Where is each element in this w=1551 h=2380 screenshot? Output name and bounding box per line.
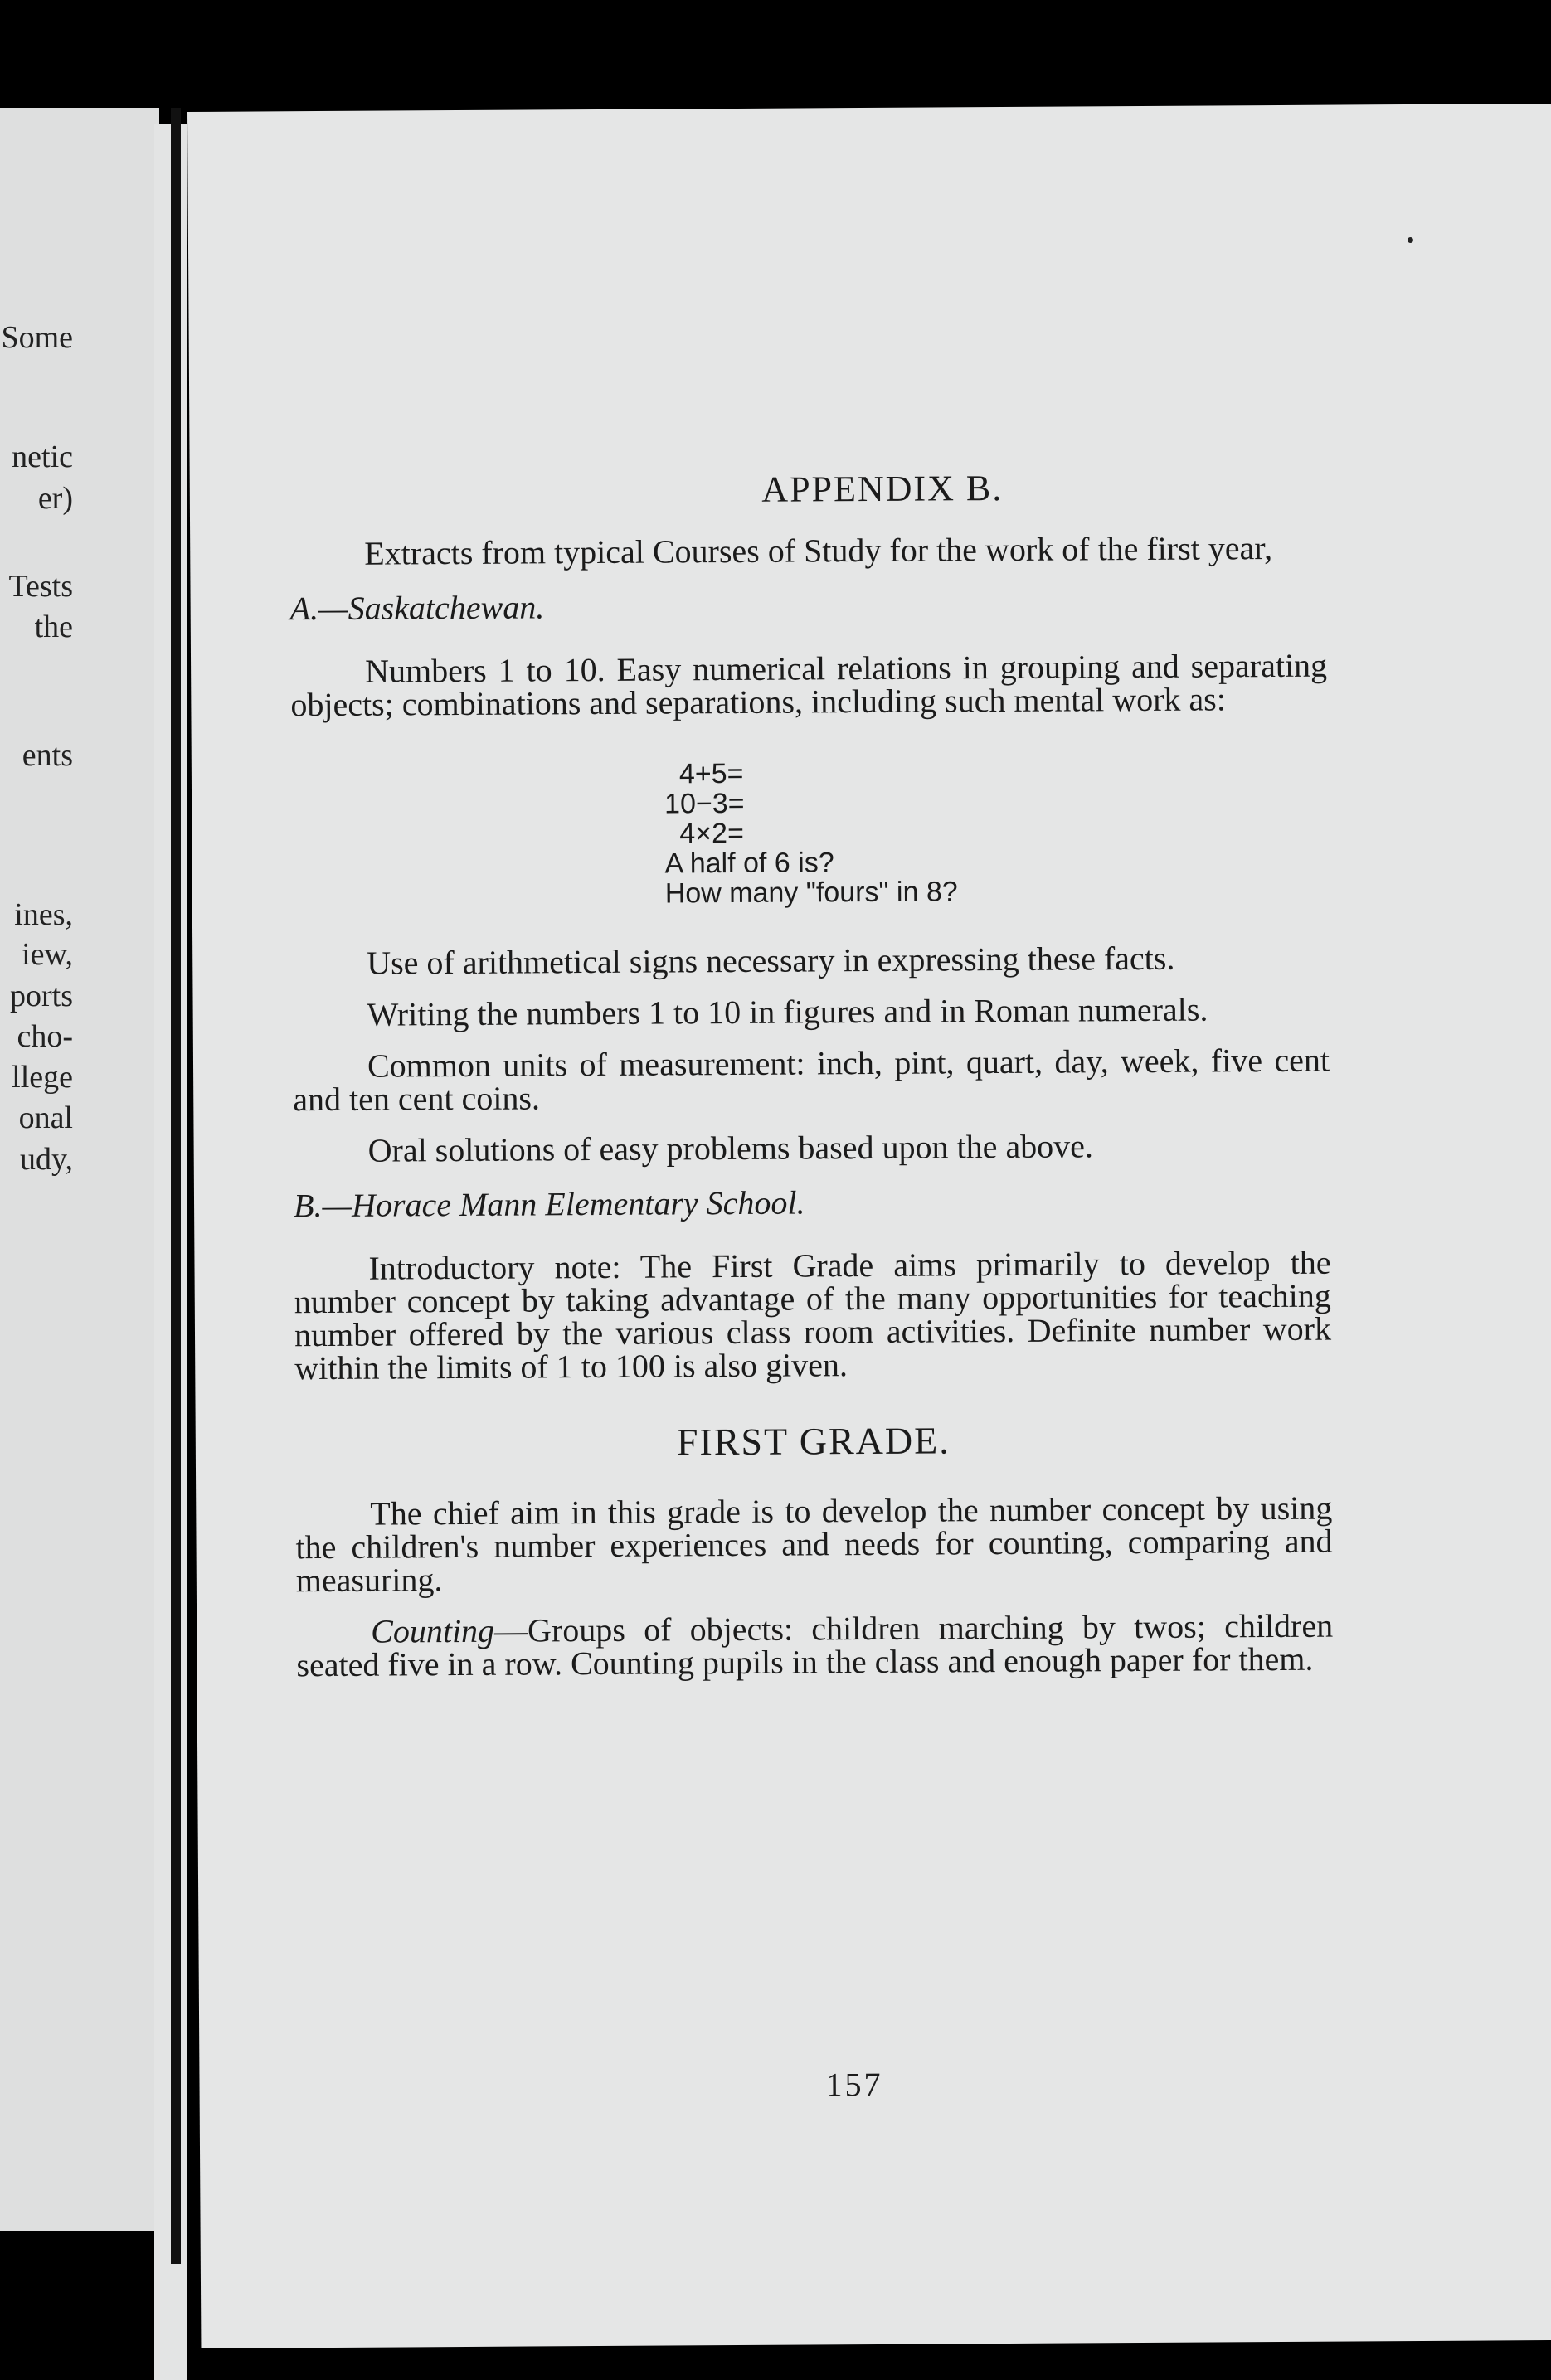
- section-a-paragraph: Use of arithmetical signs necessary in expressing these facts.: [367, 939, 1175, 982]
- facing-page-fragment: er): [37, 481, 73, 516]
- facing-page-fragment: the: [34, 610, 73, 644]
- appendix-heading: APPENDIX B.: [761, 468, 1004, 510]
- facing-page-fragment: onal: [18, 1100, 73, 1135]
- section-a-paragraph: Numbers 1 to 10. Easy numerical relations in grouping and separating objects; combinations and separations, including such mental work as:: [290, 646, 1328, 724]
- facing-page-fragment: Some: [1, 320, 73, 355]
- facing-page-fragment: llege: [12, 1060, 73, 1095]
- print-speck: [1408, 237, 1413, 243]
- facing-page-fragment: cho-: [17, 1019, 73, 1054]
- book-spine: [171, 108, 181, 2264]
- math-line: A half of 6 is?: [664, 847, 834, 880]
- facing-page: [0, 108, 159, 2231]
- section-a-title: A.—Saskatchewan.: [289, 588, 545, 628]
- section-a-paragraph: Common units of measurement: inch, pint, quart, day, week, five cent and ten cent coins.: [293, 1041, 1330, 1119]
- math-line: 4×2=: [679, 817, 744, 850]
- counting-text: —Groups of objects: children marching by twos; children seated five in a row. Counting pupils in the class and enough paper for them.: [296, 1606, 1334, 1684]
- math-line: How many "fours" in 8?: [664, 876, 958, 910]
- math-line: 10−3=: [664, 787, 745, 820]
- section-a-paragraph: Writing the numbers 1 to 10 in figures and in Roman numerals.: [367, 990, 1208, 1033]
- facing-page-fragment: Tests: [8, 569, 73, 604]
- counting-label: Counting: [371, 1611, 495, 1650]
- facing-page-fragment: netic: [12, 440, 73, 474]
- math-line: 4+5=: [678, 757, 744, 790]
- page-number: 157: [825, 2065, 883, 2104]
- intro-paragraph: Extracts from typical Courses of Study for the work of the first year,: [364, 529, 1273, 572]
- page-content: [289, 470, 1334, 1683]
- section-b-paragraph: Introductory note: The First Grade aims primarily to develop the number concept by taking advantage of the many opportunities for teaching number offered by the various class room activities. Definite number work within the limits of 1 to 100 is also given.: [294, 1243, 1332, 1387]
- section-b-title: B.—Horace Mann Elementary School.: [293, 1183, 805, 1225]
- facing-page-fragment: ents: [22, 738, 73, 773]
- book-page: [187, 104, 1551, 2348]
- facing-page-fragment: iew,: [22, 937, 73, 972]
- facing-page-fragment: ports: [10, 979, 73, 1013]
- facing-page-fragment: ines,: [14, 897, 73, 932]
- section-a-paragraph: Oral solutions of easy problems based upon the above.: [367, 1127, 1094, 1169]
- grade-heading: FIRST GRADE.: [676, 1419, 951, 1464]
- math-examples: [664, 755, 1329, 909]
- grade-paragraph: The chief aim in this grade is to develop the number concept by using the children's number experiences and needs for counting, comparing and measuring.: [295, 1489, 1333, 1600]
- facing-page-fragment: udy,: [19, 1142, 73, 1177]
- counting-paragraph: [296, 1606, 1334, 1684]
